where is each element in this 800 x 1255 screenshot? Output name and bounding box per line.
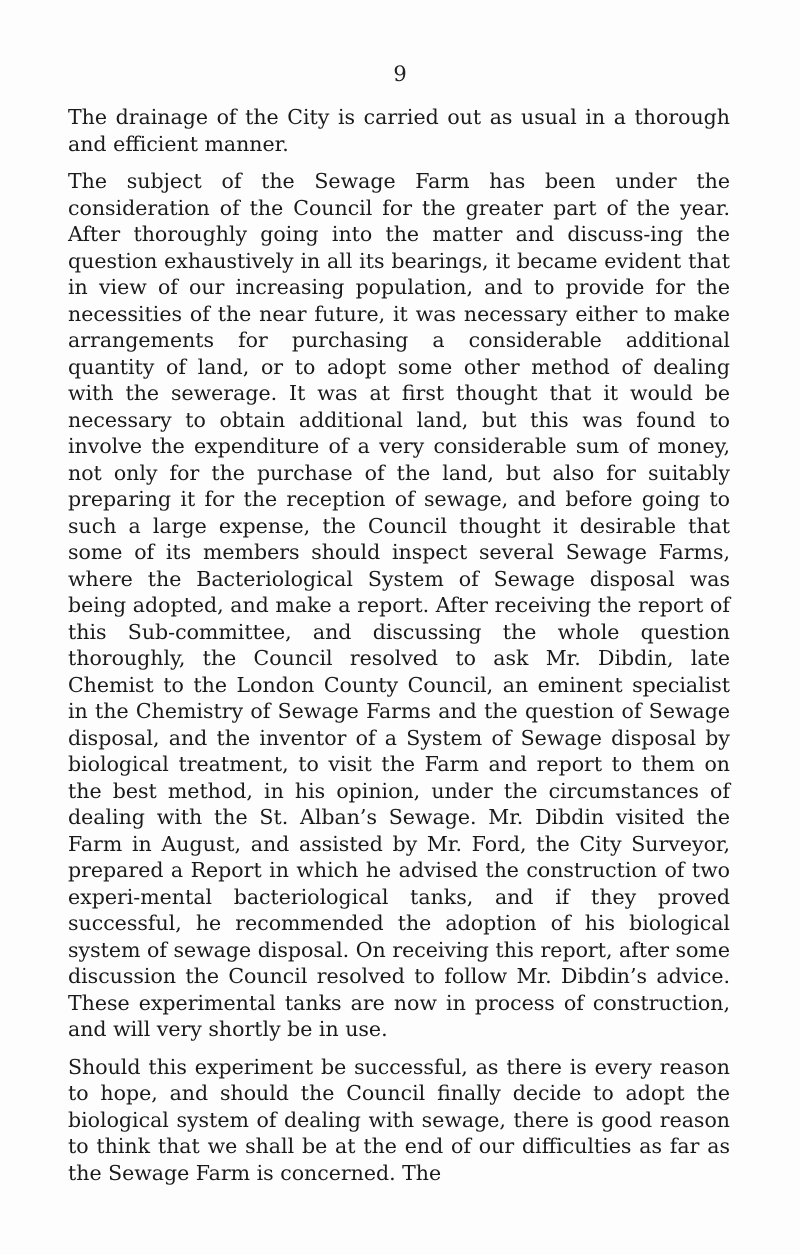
page-number: 9 [393,62,407,86]
paragraph-experiment: Should this experiment be successful, as there is every reason to hope, and should the Council finally decide to adopt the biological system of dealing with sewage, there is good reason to think that we shall be at the end of our difficulties as far as the Sewage Farm is concerned. The [68,1054,730,1185]
paragraph-drainage: The drainage of the City is carried out as usual in a thorough and efficient manner. [68,105,730,156]
body-text [68,104,730,1197]
paragraph-sewage-farm: The subject of the Sewage Farm has been under the consideration of the Council for the greater part of the year. After thoroughly going into the matter and discuss-ing the question exhaustively in all its bearings, it became evident that in view of our increasing population, and to provide for the necessities of the near future, it was necessary either to make arrangements for purchasing a considerable additional quantity of land, or to adopt some other method of dealing with the sewerage. It was at first thought that it would be necessary to obtain additional land, but this was found to involve the expenditure of a very considerable sum of money, not only for the purchase of the land, but also for suitably preparing it for the reception of sewage, and before going to such a large expense, the Council thought it desirable that some of its members should inspect several Sewage Farms, where the Bacteriological System of Sewage disposal was being adopted, and make a report. After receiving the report of this Sub-committee, and discussing the whole question thoroughly, the Council resolved to ask Mr. Dibdin, late Chemist to the London County Council, an eminent specialist in the Chemistry of Sewage Farms and the question of Sewage disposal, and the inventor of a System of Sewage disposal by biological treatment, to visit the Farm and report to them on the best method, in his opinion, under the circumstances of dealing with the St. Alban’s Sewage. Mr. Dibdin visited the Farm in August, and assisted by Mr. Ford, the City Surveyor, prepared a Report in which he advised the construction of two experi-mental bacteriological tanks, and if they proved successful, he recommended the adoption of his biological system of sewage disposal. On receiving this report, after some discussion the Council resolved to follow Mr. Dibdin’s advice. These experimental tanks are now in process of construction, and will very shortly be in use. [68,169,730,1041]
